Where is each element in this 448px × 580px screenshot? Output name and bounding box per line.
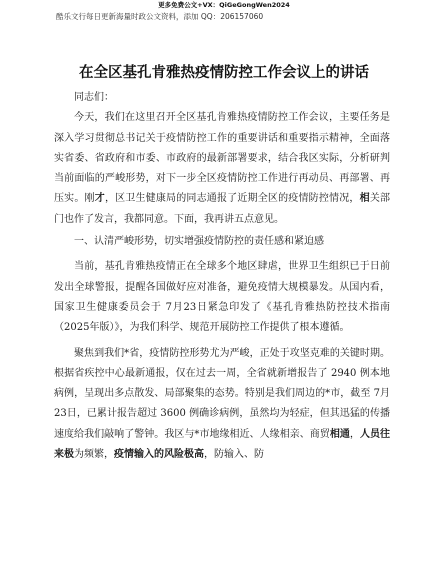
- paragraph-opening: 今天，我们在这里召开全区基孔肯雅热疫情防控工作会议，主要任务是深入学习贯彻总书记关于疫情防控工作的重要讲话和重要指示精神，全面落实省委、省政府和市委、市政府的最新部署要求，结合我区实际，分析研判当前面临的严峻形势，对下一步全区疫情防控工作进行再动员、再部署、再压实。刚才，区卫生健康局的同志通报了近期全区的疫情防控情况，相关部门也作了发言，我都同意。下面，我再讲五点意见。: [54, 112, 390, 225]
- salutation: 同志们：: [74, 92, 114, 103]
- promo-subline: 酷乐文行每日更新海量时政公文资料，添加 QQ：206157060: [56, 12, 264, 21]
- paragraph-province: 聚焦到我们*省，疫情防控形势尤为严峻，正处于攻坚克难的关键时期。根据省疾控中心最新通报，仅在过去一周，全省就新增报告了 2940 例本地病例，呈现出多点散发、局部聚集的态势。特别是我们周边的*市，截至 7月23日，已累计报告超过 3600 例确诊病例，虽然均为轻症，但其迅猛的传播速度给我们敲响了警钟。我区与*市地缘相近、人缘相亲、商贸相通，人员往来极为频繁，疫情输入的风险极高，防输入、防: [54, 347, 391, 461]
- document-title: 在全区基孔肯雅热疫情防控工作会议上的讲话: [79, 65, 369, 81]
- promo-banner: 更多免费公文+VX：QiGeGongWen2024: [158, 1, 290, 9]
- paragraph-situation: 当前，基孔肯雅热疫情正在全球多个地区肆虐，世界卫生组织已于日前发出全球警报，提醒各国做好应对准备，避免疫情大规模暴发。从国内看，国家卫生健康委员会于 7月23日紧急印发了《基孔肯雅热防控技术指南（2025年版）》，为我们科学、规范开展防控工作提供了根本遵循。: [54, 261, 390, 334]
- section-heading-1: 一、认清严峻形势，切实增强疫情防控的责任感和紧迫感: [74, 236, 324, 248]
- document-body: [54, 88, 390, 465]
